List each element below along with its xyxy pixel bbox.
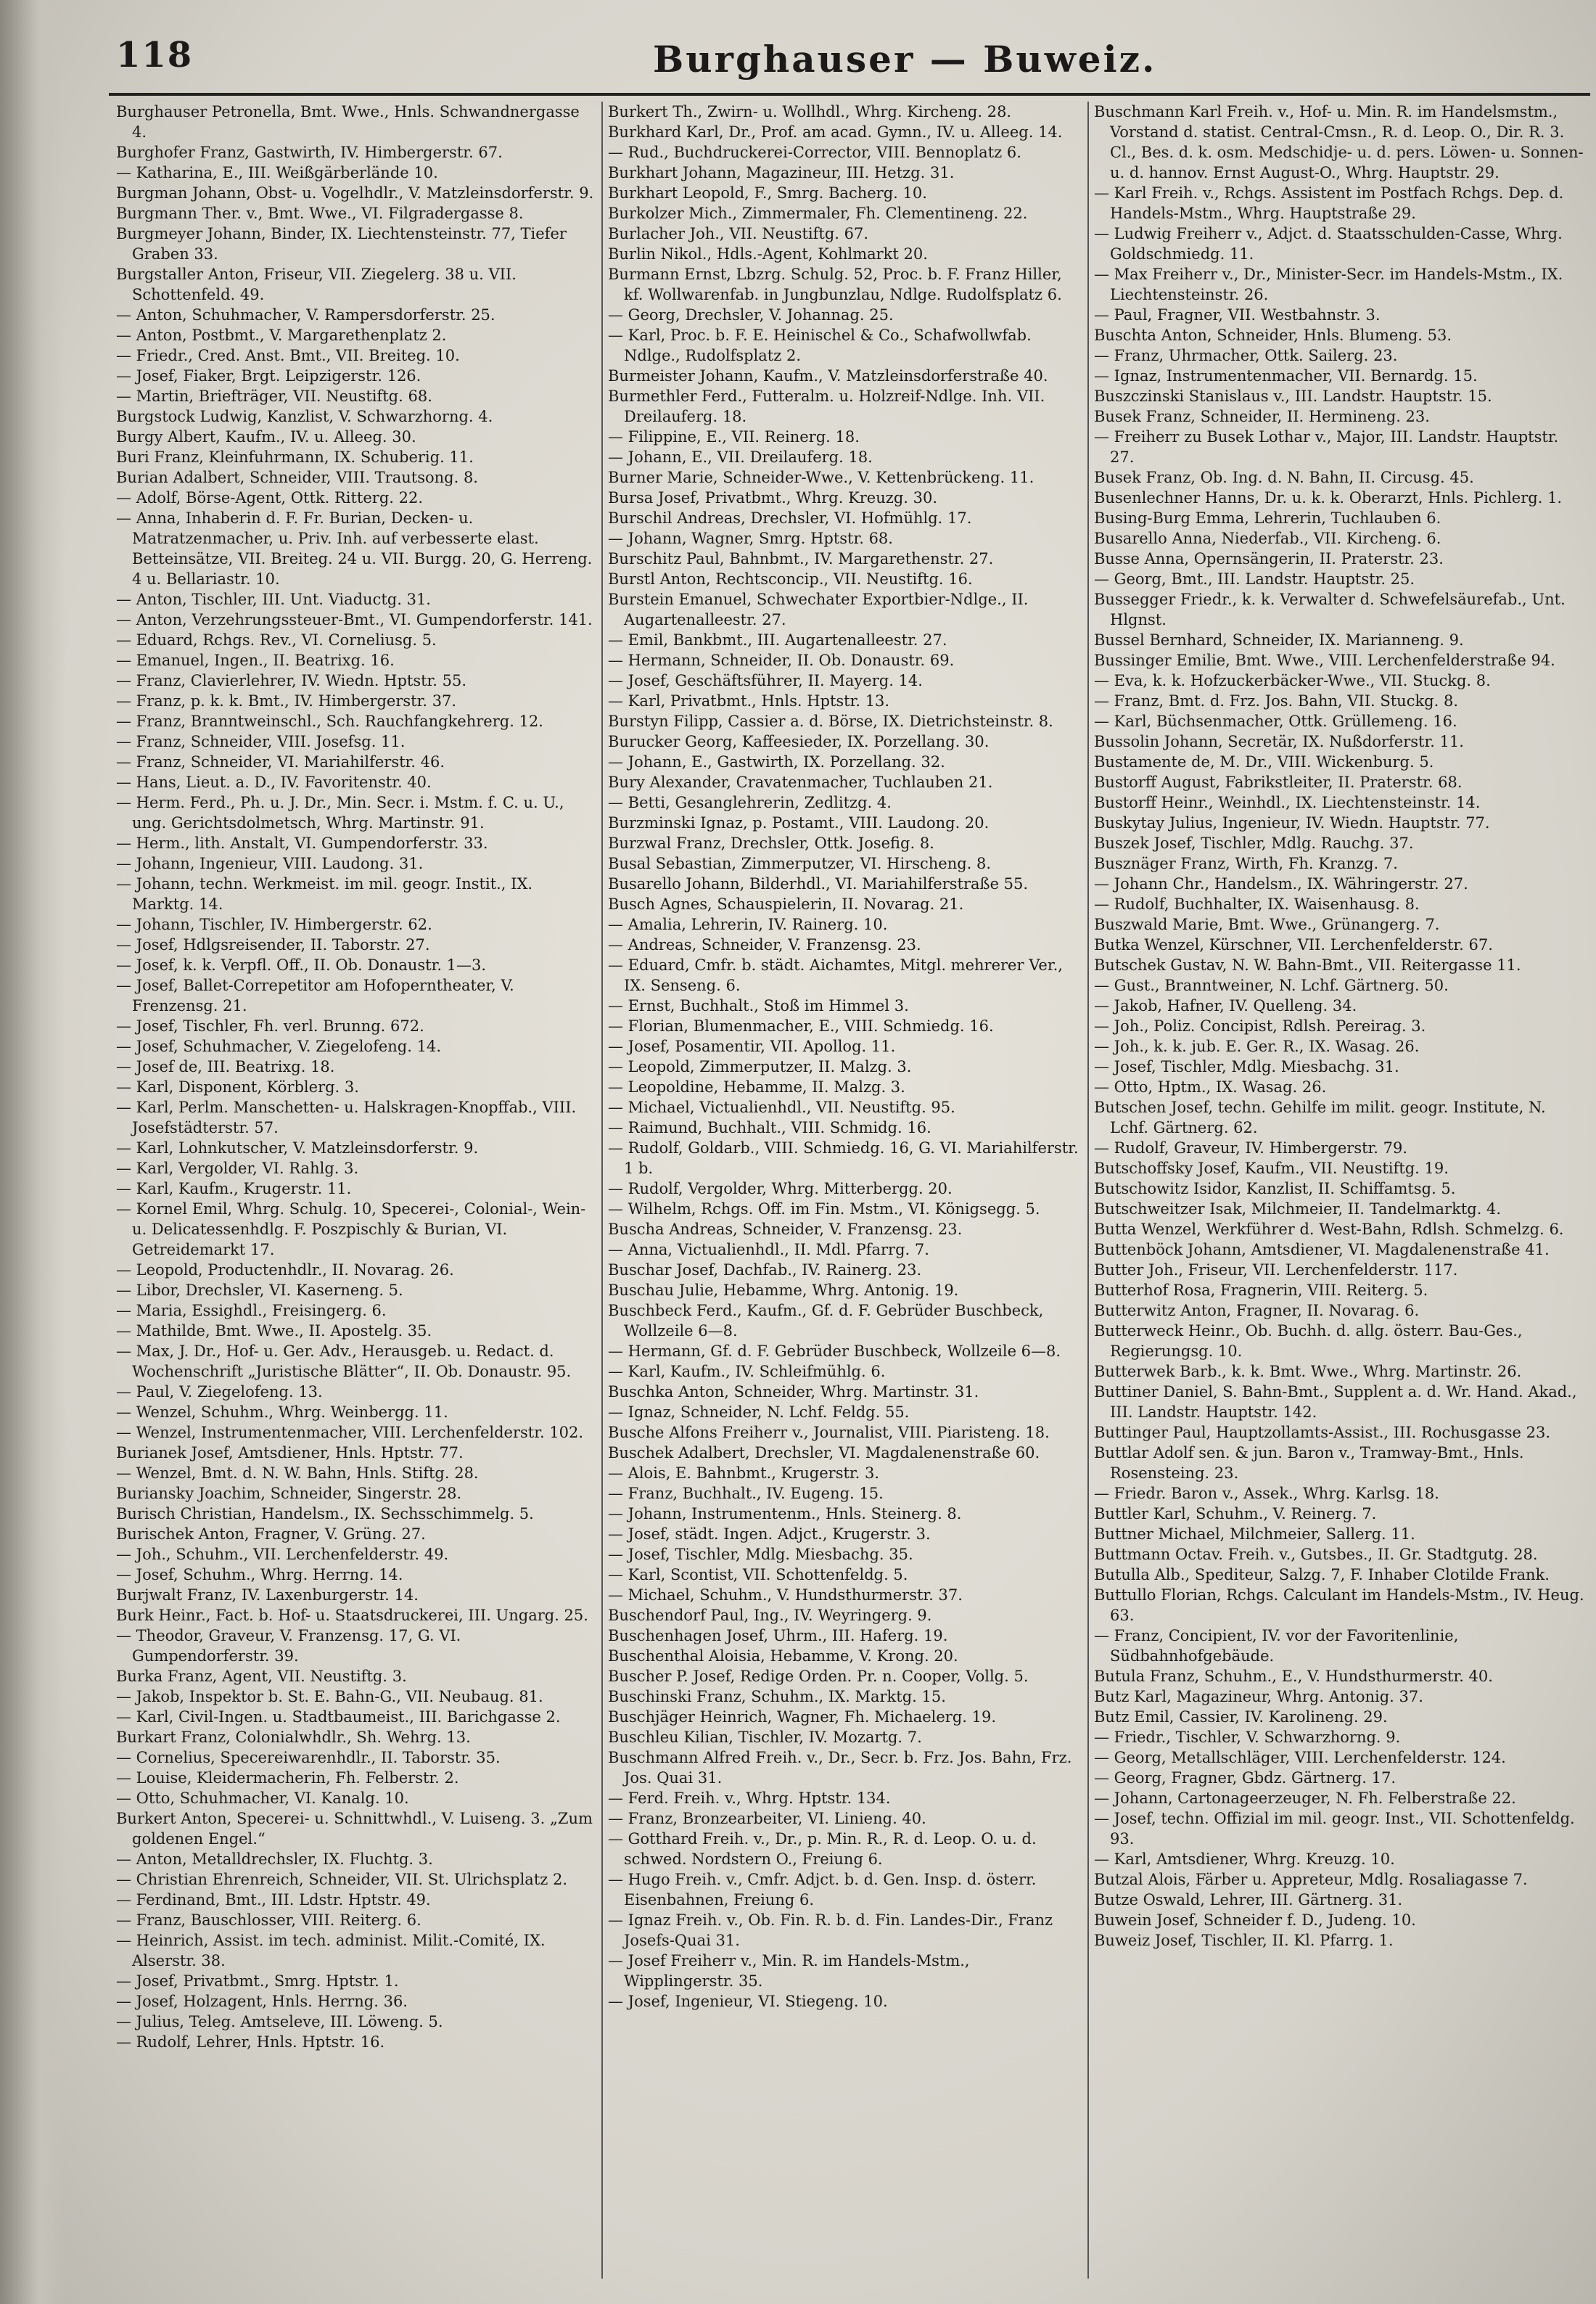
directory-entry: Butter Joh., Friseur, VII. Lerchenfelderstr. 117. (1094, 1261, 1458, 1279)
directory-entry: — Hermann, Gf. d. F. Gebrüder Buschbeck, Wollzeile 6—8. (608, 1342, 1061, 1360)
directory-entry: — Anton, Verzehrungssteuer-Bmt., VI. Gumpendorferstr. 141. (116, 611, 593, 628)
directory-entry: — Karl, Kaufm., Krugerstr. 11. (116, 1180, 352, 1197)
directory-entry: — Wilhelm, Rchgs. Off. im Fin. Mstm., VI. Königsegg. 5. (608, 1200, 1040, 1218)
directory-entry: Buschka Anton, Schneider, Whrg. Martinstr. 31. (608, 1383, 979, 1401)
directory-entry: Buschek Adalbert, Drechsler, VI. Magdalenenstraße 60. (608, 1444, 1040, 1461)
directory-entry: Burner Marie, Schneider-Wwe., V. Kettenbrückeng. 11. (608, 469, 1034, 486)
directory-entry: — Franz, Schneider, VIII. Josefsg. 11. (116, 733, 406, 750)
directory-entry: — Georg, Bmt., III. Landstr. Hauptstr. 25. (1094, 570, 1415, 588)
directory-entry: Butz Emil, Cassier, IV. Karolineng. 29. (1094, 1708, 1388, 1726)
directory-entry: — Andreas, Schneider, V. Franzensg. 23. (608, 936, 921, 954)
directory-entry: Buschau Julie, Hebamme, Whrg. Antonig. 19. (608, 1282, 959, 1299)
directory-entry: Butka Wenzel, Kürschner, VII. Lerchenfelderstr. 67. (1094, 936, 1493, 954)
directory-entry: — Leopoldine, Hebamme, II. Malzg. 3. (608, 1078, 905, 1096)
directory-entry: Burjwalt Franz, IV. Laxenburgerstr. 14. (116, 1586, 419, 1604)
directory-entry: — Franz, Buchhalt., IV. Eugeng. 15. (608, 1485, 884, 1502)
directory-entry: Burmethler Ferd., Futteralm. u. Holzreif-Ndlge. Inh. VII. Dreilauferg. 18. (608, 388, 1045, 425)
directory-entry: — Wenzel, Schuhm., Whrg. Weinbergg. 11. (116, 1403, 448, 1421)
directory-entry: Burlacher Joh., VII. Neustiftg. 67. (608, 225, 869, 242)
directory-entry: — Johann, Wagner, Smrg. Hptstr. 68. (608, 530, 893, 547)
directory-entry: Buttmann Octav. Freih. v., Gutsbes., II. Gr. Stadtgutg. 28. (1094, 1546, 1538, 1563)
directory-entry: Buttiner Daniel, S. Bahn-Bmt., Supplent a. d. Wr. Hand. Akad., III. Landstr. Hauptstr. 142. (1094, 1383, 1577, 1421)
directory-entry: — Josef Freiherr v., Min. R. im Handels-Mstm., Wipplingerstr. 35. (608, 1952, 970, 1990)
directory-entry: Bussinger Emilie, Bmt. Wwe., VIII. Lerchenfelderstraße 94. (1094, 652, 1555, 669)
directory-entry: — Gust., Branntweiner, N. Lchf. Gärtnerg. 50. (1094, 977, 1449, 994)
directory-entry: Burschitz Paul, Bahnbmt., IV. Margarethenstr. 27. (608, 550, 994, 567)
directory-entry: Butterweck Heinr., Ob. Buchh. d. allg. österr. Bau-Ges., Regierungsg. 10. (1094, 1322, 1523, 1360)
directory-entry: — Katharina, E., III. Weißgärberlände 10. (116, 164, 438, 181)
directory-entry: Burisch Christian, Handelsm., IX. Sechsschimmelg. 5. (116, 1505, 534, 1522)
directory-entry: Buwein Josef, Schneider f. D., Judeng. 10. (1094, 1911, 1416, 1929)
directory-entry: Butta Wenzel, Werkführer d. West-Bahn, Rdlsh. Schmelzg. 6. (1094, 1221, 1564, 1238)
directory-entry: — Friedr. Baron v., Assek., Whrg. Karlsg. 18. (1094, 1485, 1439, 1502)
directory-entry: — Johann, Tischler, IV. Himbergerstr. 62. (116, 916, 432, 933)
directory-entry: Bussegger Friedr., k. k. Verwalter d. Schwefelsäurefab., Unt. Hlgnst. (1094, 591, 1566, 628)
directory-entry: Busse Anna, Opernsängerin, II. Praterstr. 23. (1094, 550, 1444, 567)
directory-entry: Burghauser Petronella, Bmt. Wwe., Hnls. Schwandnergasse 4. (116, 103, 580, 141)
directory-entry: — Josef, techn. Offizial im mil. geogr. Inst., VII. Schottenfeldg. 93. (1094, 1810, 1575, 1848)
directory-entry: Burkolzer Mich., Zimmermaler, Fh. Clementineng. 22. (608, 205, 1028, 222)
column-divider-2 (1087, 102, 1089, 2279)
directory-entry: Buschenhagen Josef, Uhrm., III. Haferg. 19. (608, 1627, 948, 1644)
directory-entry: Busing-Burg Emma, Lehrerin, Tuchlauben 6. (1094, 509, 1441, 527)
directory-entry: — Karl, Civil-Ingen. u. Stadtbaumeist., III. Barichgasse 2. (116, 1708, 561, 1726)
column-divider-1 (601, 102, 603, 2279)
directory-entry: — Filippine, E., VII. Reinerg. 18. (608, 428, 860, 446)
directory-entry: Burzminski Ignaz, p. Postamt., VIII. Laudong. 20. (608, 814, 990, 832)
header-rule (109, 93, 1590, 96)
directory-entry: — Josef, k. k. Verpfl. Off., II. Ob. Donaustr. 1—3. (116, 956, 487, 974)
directory-entry: — Paul, V. Ziegelofeng. 13. (116, 1383, 323, 1401)
directory-entry: Butze Oswald, Lehrer, III. Gärtnerg. 31. (1094, 1891, 1403, 1909)
directory-entry: Burlin Nikol., Hdls.-Agent, Kohlmarkt 20. (608, 245, 928, 263)
directory-entry: — Cornelius, Specereiwarenhdlr., II. Taborstr. 35. (116, 1749, 501, 1766)
directory-entry: — Paul, Fragner, VII. Westbahnstr. 3. (1094, 306, 1381, 324)
directory-entry: — Karl, Vergolder, VI. Rahlg. 3. (116, 1160, 359, 1177)
directory-entry: Buttullo Florian, Rchgs. Calculant im Handels-Mstm., IV. Heug. 63. (1094, 1586, 1584, 1624)
directory-entry: — Franz, Bmt. d. Frz. Jos. Bahn, VII. Stuckg. 8. (1094, 692, 1459, 710)
directory-entry: — Franz, p. k. k. Bmt., IV. Himbergerstr. 37. (116, 692, 457, 710)
directory-entry: Buttlar Adolf sen. & jun. Baron v., Tramway-Bmt., Hnls. Rosensteing. 23. (1094, 1444, 1524, 1482)
directory-entry: — Josef, Schuhmacher, V. Ziegelofeng. 14. (116, 1038, 441, 1055)
directory-entry: Burkhart Johann, Magazineur, III. Hetzg. 31. (608, 164, 955, 181)
directory-entry: — Otto, Schuhmacher, VI. Kanalg. 10. (116, 1790, 409, 1807)
directory-entry: Buschta Anton, Schneider, Hnls. Blumeng. 53. (1094, 327, 1452, 344)
directory-entry: Buschmann Alfred Freih. v., Dr., Secr. b. Frz. Jos. Bahn, Frz. Jos. Quai 31. (608, 1749, 1072, 1787)
directory-entry: — Libor, Drechsler, VI. Kaserneng. 5. (116, 1282, 403, 1299)
directory-entry: — Ignaz, Instrumentenmacher, VII. Bernardg. 15. (1094, 367, 1478, 385)
directory-entry: — Eduard, Cmfr. b. städt. Aichamtes, Mitgl. mehrerer Ver., IX. Senseng. 6. (608, 956, 1063, 994)
directory-entry: Burka Franz, Agent, VII. Neustiftg. 3. (116, 1668, 407, 1685)
directory-entry: — Heinrich, Assist. im tech. administ. Milit.-Comité, IX. Alserstr. 38. (116, 1932, 546, 1969)
directory-entry: — Christian Ehrenreich, Schneider, VII. St. Ulrichsplatz 2. (116, 1871, 568, 1888)
directory-entry: — Amalia, Lehrerin, IV. Rainerg. 10. (608, 916, 888, 933)
directory-entry: Busarello Johann, Bilderhdl., VI. Mariahilferstraße 55. (608, 875, 1029, 893)
directory-entry: — Franz, Bronzearbeiter, VI. Linieng. 40. (608, 1810, 926, 1827)
directory-entry: Buttenböck Johann, Amtsdiener, VI. Magdalenenstraße 41. (1094, 1241, 1550, 1258)
page-number: 118 (116, 35, 194, 75)
directory-entry: — Franz, Concipient, IV. vor der Favoritenlinie, Südbahnhofgebäude. (1094, 1627, 1459, 1665)
directory-entry: — Rudolf, Vergolder, Whrg. Mitterbergg. 20. (608, 1180, 953, 1197)
directory-entry: Buschleu Kilian, Tischler, IV. Mozartg. 7. (608, 1729, 922, 1746)
directory-entry: — Rudolf, Graveur, IV. Himbergerstr. 79. (1094, 1139, 1408, 1157)
directory-entry: — Maria, Essighdl., Freisingerg. 6. (116, 1302, 387, 1319)
directory-entry: — Otto, Hptm., IX. Wasag. 26. (1094, 1078, 1327, 1096)
directory-entry: Buweiz Josef, Tischler, II. Kl. Pfarrg. 1. (1094, 1932, 1394, 1949)
directory-entry: Butz Karl, Magazineur, Whrg. Antonig. 37. (1094, 1688, 1423, 1705)
directory-entry: — Florian, Blumenmacher, E., VIII. Schmiedg. 16. (608, 1017, 994, 1035)
directory-entry: Buschmann Karl Freih. v., Hof- u. Min. R. im Handelsmstm., Vorstand d. statist. Central-Cmsn., R. d. Leop. O., Dir. R. 3. Cl., Bes. d. k. osm. Medschidje- u. d. pers. Löwen- u. Sonnen- u. d. hannov. Ernst August-O., Whrg. Hauptstr. 29. (1094, 103, 1584, 181)
directory-entry: — Anna, Victualienhdl., II. Mdl. Pfarrg. 7. (608, 1241, 929, 1258)
directory-entry: — Betti, Gesanglehrerin, Zedlitzg. 4. (608, 794, 892, 811)
directory-entry: Buschendorf Paul, Ing., IV. Weyringerg. 9. (608, 1607, 932, 1624)
directory-entry: — Franz, Schneider, VI. Mariahilferstr. 46. (116, 753, 445, 771)
directory-entry: Burgy Albert, Kaufm., IV. u. Alleeg. 30. (116, 428, 416, 446)
directory-entry: — Karl Freih. v., Rchgs. Assistent im Postfach Rchgs. Dep. d. Handels-Mstm., Whrg. Hauptstraße 29. (1094, 184, 1564, 222)
directory-entry: Burgstock Ludwig, Kanzlist, V. Schwarzhorng. 4. (116, 408, 493, 425)
directory-entry: — Max Freiherr v., Dr., Minister-Secr. im Handels-Mstm., IX. Liechtensteinstr. 26. (1094, 266, 1563, 303)
directory-entry: — Josef, Ballet-Correpetitor am Hofoperntheater, V. Frenzensg. 21. (116, 977, 514, 1014)
directory-entry: — Anton, Metalldrechsler, IX. Fluchtg. 3. (116, 1850, 433, 1868)
directory-entry: — Herm., lith. Anstalt, VI. Gumpendorferstr. 33. (116, 835, 488, 852)
directory-entry: Burkhard Karl, Dr., Prof. am acad. Gymn., IV. u. Alleeg. 14. (608, 123, 1063, 141)
directory-entry: — Anna, Inhaberin d. F. Fr. Burian, Decken- u. Matratzenmacher, u. Priv. Inh. auf verbesserte elast. Betteinsätze, VII. Breiteg. 24 u. VII. Burgg. 20, G. Herreng. 4 u. Bellariastr. 10. (116, 509, 593, 588)
directory-entry: Butschen Josef, techn. Gehilfe im milit. geogr. Institute, N. Lchf. Gärtnerg. 62. (1094, 1099, 1546, 1136)
directory-entry: — Ignaz, Schneider, N. Lchf. Feldg. 55. (608, 1403, 910, 1421)
directory-entry: — Johann, Cartonageerzeuger, N. Fh. Felberstraße 22. (1094, 1790, 1516, 1807)
directory-entry: Butterwek Barb., k. k. Bmt. Wwe., Whrg. Martinstr. 26. (1094, 1363, 1522, 1380)
directory-entry: — Ferd. Freih. v., Whrg. Hptstr. 134. (608, 1790, 891, 1807)
directory-entry: — Anton, Postbmt., V. Margarethenplatz 2. (116, 327, 447, 344)
directory-entry: Burgmann Ther. v., Bmt. Wwe., VI. Filgradergasse 8. (116, 205, 524, 222)
directory-entry: — Josef, Fiaker, Brgt. Leipzigerstr. 126. (116, 367, 421, 385)
directory-entry: Buschar Josef, Dachfab., IV. Rainerg. 23. (608, 1261, 922, 1279)
directory-entry: Bury Alexander, Cravatenmacher, Tuchlauben 21. (608, 774, 993, 791)
directory-entry: — Ludwig Freiherr v., Adjct. d. Staatsschulden-Casse, Whrg. Goldschmiedg. 11. (1094, 225, 1563, 263)
directory-entry: — Leopold, Zimmerputzer, II. Malzg. 3. (608, 1058, 912, 1075)
directory-entry: — Josef, Privatbmt., Smrg. Hptstr. 1. (116, 1972, 399, 1990)
directory-entry: — Adolf, Börse-Agent, Ottk. Ritterg. 22. (116, 489, 424, 507)
directory-entry: — Josef de, III. Beatrixg. 18. (116, 1058, 335, 1075)
directory-entry: Burstl Anton, Rechtsconcip., VII. Neustiftg. 16. (608, 570, 973, 588)
directory-entry: Buttinger Paul, Hauptzollamts-Assist., III. Rochusgasse 23. (1094, 1424, 1551, 1441)
directory-entry: — Karl, Amtsdiener, Whrg. Kreuzg. 10. (1094, 1850, 1395, 1868)
directory-entry: Burzwal Franz, Drechsler, Ottk. Josefig. 8. (608, 835, 934, 852)
directory-entry: Burkhart Leopold, F., Smrg. Bacherg. 10. (608, 184, 927, 202)
directory-entry: — Josef, Tischler, Mdlg. Miesbachg. 31. (1094, 1058, 1399, 1075)
directory-entry: Busal Sebastian, Zimmerputzer, VI. Hirscheng. 8. (608, 855, 992, 872)
directory-entry: Butterhof Rosa, Fragnerin, VIII. Reiterg. 5. (1094, 1282, 1428, 1299)
directory-entry: Bustamente de, M. Dr., VIII. Wickenburg. 5. (1094, 753, 1434, 771)
directory-entry: — Michael, Schuhm., V. Hundsthurmerstr. 37. (608, 1586, 963, 1604)
directory-entry: Buszek Josef, Tischler, Mdlg. Rauchg. 37. (1094, 835, 1414, 852)
directory-entry: Buschbeck Ferd., Kaufm., Gf. d. F. Gebrüder Buschbeck, Wollzeile 6—8. (608, 1302, 1044, 1340)
directory-entry: — Josef, städt. Ingen. Adjct., Krugerstr. 3. (608, 1525, 931, 1543)
page-binding-shadow (0, 0, 65, 2304)
directory-entry: Busek Franz, Schneider, II. Hermineng. 23. (1094, 408, 1430, 425)
directory-entry: — Mathilde, Bmt. Wwe., II. Apostelg. 35. (116, 1322, 432, 1340)
directory-entry: Burstein Emanuel, Schwechater Exportbier-Ndlge., II. Augartenalleestr. 27. (608, 591, 1029, 628)
directory-entry: — Freiherr zu Busek Lothar v., Major, III. Landstr. Hauptstr. 27. (1094, 428, 1559, 466)
directory-entry: — Gotthard Freih. v., Dr., p. Min. R., R. d. Leop. O. u. d. schwed. Nordstern O., Freiung 6. (608, 1830, 1037, 1868)
directory-entry: — Rudolf, Goldarb., VIII. Schmiedg. 16, G. VI. Mariahilferstr. 1 b. (608, 1139, 1079, 1177)
directory-entry: Buschjäger Heinrich, Wagner, Fh. Michaelerg. 19. (608, 1708, 997, 1726)
directory-entry: Burianek Josef, Amtsdiener, Hnls. Hptstr. 77. (116, 1444, 464, 1461)
directory-entry: Buszwald Marie, Bmt. Wwe., Grünangerg. 7. (1094, 916, 1440, 933)
directory-entry: Burmann Ernst, Lbzrg. Schulg. 52, Proc. b. F. Franz Hiller, kf. Wollwarenfab. in Jungbunzlau, Ndlge. Rudolfsplatz 6. (608, 266, 1062, 303)
directory-entry: — Hans, Lieut. a. D., IV. Favoritenstr. 40. (116, 774, 432, 791)
directory-entry: — Rudolf, Buchhalter, IX. Waisenhausg. 8. (1094, 895, 1420, 913)
directory-entry: — Eduard, Rchgs. Rev., VI. Corneliusg. 5. (116, 631, 437, 649)
directory-entry: Busznäger Franz, Wirth, Fh. Kranzg. 7. (1094, 855, 1398, 872)
directory-entry: — Hugo Freih. v., Cmfr. Adjct. b. d. Gen. Insp. d. österr. Eisenbahnen, Freiung 6. (608, 1871, 1037, 1909)
directory-entry: Burmeister Johann, Kaufm., V. Matzleinsdorferstraße 40. (608, 367, 1048, 385)
directory-entry: Butula Franz, Schuhm., E., V. Hundsthurmerstr. 40. (1094, 1668, 1493, 1685)
directory-entry: Burstyn Filipp, Cassier a. d. Börse, IX. Dietrichsteinstr. 8. (608, 713, 1053, 730)
directory-entry: — Franz, Branntweinschl., Sch. Rauchfangkehrerg. 12. (116, 713, 543, 730)
directory-entry: — Jakob, Hafner, IV. Quelleng. 34. (1094, 997, 1357, 1014)
directory-entry: — Karl, Büchsenmacher, Ottk. Grüllemeng. 16. (1094, 713, 1457, 730)
directory-entry: — Josef, Schuhm., Whrg. Herrng. 14. (116, 1566, 403, 1583)
directory-entry: Buschinski Franz, Schuhm., IX. Marktg. 15. (608, 1688, 946, 1705)
directory-entry: Buskytay Julius, Ingenieur, IV. Wiedn. Hauptstr. 77. (1094, 814, 1490, 832)
directory-entry: — Franz, Uhrmacher, Ottk. Sailerg. 23. (1094, 347, 1398, 364)
directory-entry: Burian Adalbert, Schneider, VIII. Trautsong. 8. (116, 469, 478, 486)
directory-entry: — Louise, Kleidermacherin, Fh. Felberstr. 2. (116, 1769, 459, 1787)
directory-entry: — Theodor, Graveur, V. Franzensg. 17, G. VI. Gumpendorferstr. 39. (116, 1627, 461, 1665)
directory-entry: Burghofer Franz, Gastwirth, IV. Himbergerstr. 67. (116, 144, 503, 161)
directory-entry: Burgman Johann, Obst- u. Vogelhdlr., V. Matzleinsdorferstr. 9. (116, 184, 594, 202)
directory-entry: — Eva, k. k. Hofzuckerbäcker-Wwe., VII. Stuckg. 8. (1094, 672, 1491, 689)
directory-entry: — Josef, Tischler, Fh. verl. Brunng. 672. (116, 1017, 424, 1035)
directory-entry: — Rud., Buchdruckerei-Corrector, VIII. Bennoplatz 6. (608, 144, 1021, 161)
directory-entry: Buscha Andreas, Schneider, V. Franzensg. 23. (608, 1221, 963, 1238)
directory-entry: — Rudolf, Lehrer, Hnls. Hptstr. 16. (116, 2033, 385, 2051)
directory-entry: — Ignaz Freih. v., Ob. Fin. R. b. d. Fin. Landes-Dir., Franz Josefs-Quai 31. (608, 1911, 1053, 1949)
directory-entry: Bursa Josef, Privatbmt., Whrg. Kreuzg. 30. (608, 489, 938, 507)
directory-entry: — Joh., Schuhm., VII. Lerchenfelderstr. 49. (116, 1546, 449, 1563)
directory-entry: Busch Agnes, Schauspielerin, II. Novarag. 21. (608, 895, 964, 913)
directory-entry: Busarello Anna, Niederfab., VII. Kircheng. 6. (1094, 530, 1441, 547)
directory-entry: — Kornel Emil, Whrg. Schulg. 10, Specerei-, Colonial-, Wein- u. Delicatessenhdlg. F. Poszpischly & Burian, VI. Getreidemarkt 17. (116, 1200, 586, 1258)
directory-entry: Burkert Anton, Specerei- u. Schnittwhdl., V. Luiseng. 3. „Zum goldenen Engel.“ (116, 1810, 593, 1848)
directory-entry: — Emil, Bankbmt., III. Augartenalleestr. 27. (608, 631, 947, 649)
directory-entry: — Emanuel, Ingen., II. Beatrixg. 16. (116, 652, 395, 669)
directory-entry: — Joh., k. k. jub. E. Ger. R., IX. Wasag. 26. (1094, 1038, 1420, 1055)
directory-entry: Buriansky Joachim, Schneider, Singerstr. 28. (116, 1485, 462, 1502)
directory-entry: Buszczinski Stanislaus v., III. Landstr. Hauptstr. 15. (1094, 388, 1492, 405)
directory-entry: Burschil Andreas, Drechsler, VI. Hofmühlg. 17. (608, 509, 972, 527)
directory-entry: — Max, J. Dr., Hof- u. Ger. Adv., Herausgeb. u. Redact. d. Wochenschrift „Juristische Blätter“, II. Ob. Donaustr. 95. (116, 1342, 572, 1380)
directory-entry: Buttler Karl, Schuhm., V. Reinerg. 7. (1094, 1505, 1377, 1522)
directory-entry: Burkert Th., Zwirn- u. Wollhdl., Whrg. Kircheng. 28. (608, 103, 1012, 120)
directory-entry: Burucker Georg, Kaffeesieder, IX. Porzellang. 30. (608, 733, 990, 750)
directory-entry: — Karl, Lohnkutscher, V. Matzleinsdorferstr. 9. (116, 1139, 479, 1157)
directory-entry: — Karl, Privatbmt., Hnls. Hptstr. 13. (608, 692, 890, 710)
directory-entry: — Jakob, Inspektor b. St. E. Bahn-G., VII. Neubaug. 81. (116, 1688, 543, 1705)
directory-entry: — Josef, Hdlgsreisender, II. Taborstr. 27. (116, 936, 430, 954)
directory-entry: — Johann, Ingenieur, VIII. Laudong. 31. (116, 855, 424, 872)
directory-entry: — Anton, Schuhmacher, V. Rampersdorferstr. 25. (116, 306, 495, 324)
directory-entry: — Johann, Instrumentenm., Hnls. Steinerg. 8. (608, 1505, 962, 1522)
directory-entry: Butzal Alois, Färber u. Appreteur, Mdlg. Rosaliagasse 7. (1094, 1871, 1528, 1888)
directory-entry: — Franz, Bauschlosser, VIII. Reiterg. 6. (116, 1911, 421, 1929)
directory-entry: Busenlechner Hanns, Dr. u. k. k. Oberarzt, Hnls. Pichlerg. 1. (1094, 489, 1563, 507)
directory-entry: Buri Franz, Kleinfuhrmann, IX. Schuberig. 11. (116, 448, 474, 466)
directory-entry: — Josef, Geschäftsführer, II. Mayerg. 14. (608, 672, 923, 689)
directory-entry: — Friedr., Cred. Anst. Bmt., VII. Breiteg. 10. (116, 347, 460, 364)
directory-entry: — Michael, Victualienhdl., VII. Neustiftg. 95. (608, 1099, 955, 1116)
column-1 (116, 102, 595, 2279)
directory-entry: Burkart Franz, Colonialwhdlr., Sh. Wehrg. 13. (116, 1729, 471, 1746)
directory-entry: Buscher P. Josef, Redige Orden. Pr. n. Cooper, Vollg. 5. (608, 1668, 1029, 1685)
directory-entry: — Raimund, Buchhalt., VIII. Schmidg. 16. (608, 1119, 931, 1136)
directory-entry: — Julius, Teleg. Amtseleve, III. Löweng. 5. (116, 2013, 443, 2030)
directory-entry: Butschweitzer Isak, Milchmeier, II. Tandelmarktg. 4. (1094, 1200, 1502, 1218)
directory-entry: Butschek Gustav, N. W. Bahn-Bmt., VII. Reitergasse 11. (1094, 956, 1521, 974)
directory-entry: Butterwitz Anton, Fragner, II. Novarag. 6. (1094, 1302, 1420, 1319)
column-2 (608, 102, 1081, 2279)
directory-entry: — Karl, Proc. b. F. E. Heinischel & Co., Schafwollwfab. Ndlge., Rudolfsplatz 2. (608, 327, 1032, 364)
directory-entry: — Ernst, Buchhalt., Stoß im Himmel 3. (608, 997, 909, 1014)
directory-entry: — Karl, Perlm. Manschetten- u. Halskragen-Knopffab., VIII. Josefstädterstr. 57. (116, 1099, 577, 1136)
directory-entry: — Alois, E. Bahnbmt., Krugerstr. 3. (608, 1464, 880, 1482)
directory-entry: — Johann, E., VII. Dreilauferg. 18. (608, 448, 873, 466)
directory-entry: Buschenthal Aloisia, Hebamme, V. Krong. 20. (608, 1647, 958, 1665)
directory-entry: — Anton, Tischler, III. Unt. Viaductg. 31. (116, 591, 431, 608)
directory-entry: Butschoffsky Josef, Kaufm., VII. Neustiftg. 19. (1094, 1160, 1449, 1177)
running-head: Burghauser — Buweiz. (653, 38, 1157, 81)
directory-entry: Burischek Anton, Fragner, V. Grüng. 27. (116, 1525, 426, 1543)
directory-entry: Burgmeyer Johann, Binder, IX. Liechtensteinstr. 77, Tiefer Graben 33. (116, 225, 567, 263)
directory-entry: — Herm. Ferd., Ph. u. J. Dr., Min. Secr. i. Mstm. f. C. u. U., ung. Gerichtsdolmetsch, Whrg. Martinstr. 91. (116, 794, 564, 832)
directory-entry: — Joh., Poliz. Concipist, Rdlsh. Pereirag. 3. (1094, 1017, 1426, 1035)
directory-entry: — Franz, Clavierlehrer, IV. Wiedn. Hptstr. 55. (116, 672, 467, 689)
directory-entry: Busche Alfons Freiherr v., Journalist, VIII. Piaristeng. 18. (608, 1424, 1050, 1441)
directory-entry: — Karl, Disponent, Körblerg. 3. (116, 1078, 359, 1096)
directory-entry: — Johann, E., Gastwirth, IX. Porzellang. 32. (608, 753, 945, 771)
directory-entry: — Wenzel, Bmt. d. N. W. Bahn, Hnls. Stiftg. 28. (116, 1464, 479, 1482)
directory-entry: — Josef, Holzagent, Hnls. Herrng. 36. (116, 1993, 408, 2010)
directory-entry: Busek Franz, Ob. Ing. d. N. Bahn, II. Circusg. 45. (1094, 469, 1474, 486)
directory-entry: — Karl, Kaufm., IV. Schleifmühlg. 6. (608, 1363, 886, 1380)
directory-entry: Buttner Michael, Milchmeier, Sallerg. 11. (1094, 1525, 1415, 1543)
directory-entry: — Wenzel, Instrumentenmacher, VIII. Lerchenfelderstr. 102. (116, 1424, 584, 1441)
directory-entry: Bussel Bernhard, Schneider, IX. Marianneng. 9. (1094, 631, 1464, 649)
directory-entry: Burk Heinr., Fact. b. Hof- u. Staatsdruckerei, III. Ungarg. 25. (116, 1607, 588, 1624)
directory-entry: Butulla Alb., Spediteur, Salzg. 7, F. Inhaber Clotilde Frank. (1094, 1566, 1550, 1583)
directory-entry: — Martin, Briefträger, VII. Neustiftg. 68. (116, 388, 432, 405)
directory-entry: — Georg, Fragner, Gbdz. Gärtnerg. 17. (1094, 1769, 1396, 1787)
directory-entry: — Johann Chr., Handelsm., IX. Währingerstr. 27. (1094, 875, 1468, 893)
directory-entry: Bustorff August, Fabrikstleiter, II. Praterstr. 68. (1094, 774, 1463, 791)
directory-entry: — Ferdinand, Bmt., III. Ldstr. Hptstr. 49. (116, 1891, 431, 1909)
directory-entry: — Georg, Drechsler, V. Johannag. 25. (608, 306, 894, 324)
directory-entry: Bustorff Heinr., Weinhdl., IX. Liechtensteinstr. 14. (1094, 794, 1481, 811)
directory-entry: — Josef, Ingenieur, VI. Stiegeng. 10. (608, 1993, 888, 2010)
directory-entry: — Johann, techn. Werkmeist. im mil. geogr. Instit., IX. Marktg. 14. (116, 875, 533, 913)
directory-entry: — Josef, Tischler, Mdlg. Miesbachg. 35. (608, 1546, 913, 1563)
directory-entry: — Karl, Scontist, VII. Schottenfeldg. 5. (608, 1566, 908, 1583)
directory-entry: Burgstaller Anton, Friseur, VII. Ziegelerg. 38 u. VII. Schottenfeld. 49. (116, 266, 517, 303)
directory-entry: Bussolin Johann, Secretär, IX. Nußdorferstr. 11. (1094, 733, 1464, 750)
column-3 (1094, 102, 1587, 2279)
directory-entry: — Friedr., Tischler, V. Schwarzhorng. 9. (1094, 1729, 1401, 1746)
directory-entry: — Josef, Posamentir, VII. Apollog. 11. (608, 1038, 896, 1055)
directory-entry: — Hermann, Schneider, II. Ob. Donaustr. 69. (608, 652, 955, 669)
directory-entry: — Leopold, Productenhdlr., II. Novarag. 26. (116, 1261, 454, 1279)
directory-entry: Butschowitz Isidor, Kanzlist, II. Schiffamtsg. 5. (1094, 1180, 1456, 1197)
directory-entry: — Georg, Metallschläger, VIII. Lerchenfelderstr. 124. (1094, 1749, 1506, 1766)
